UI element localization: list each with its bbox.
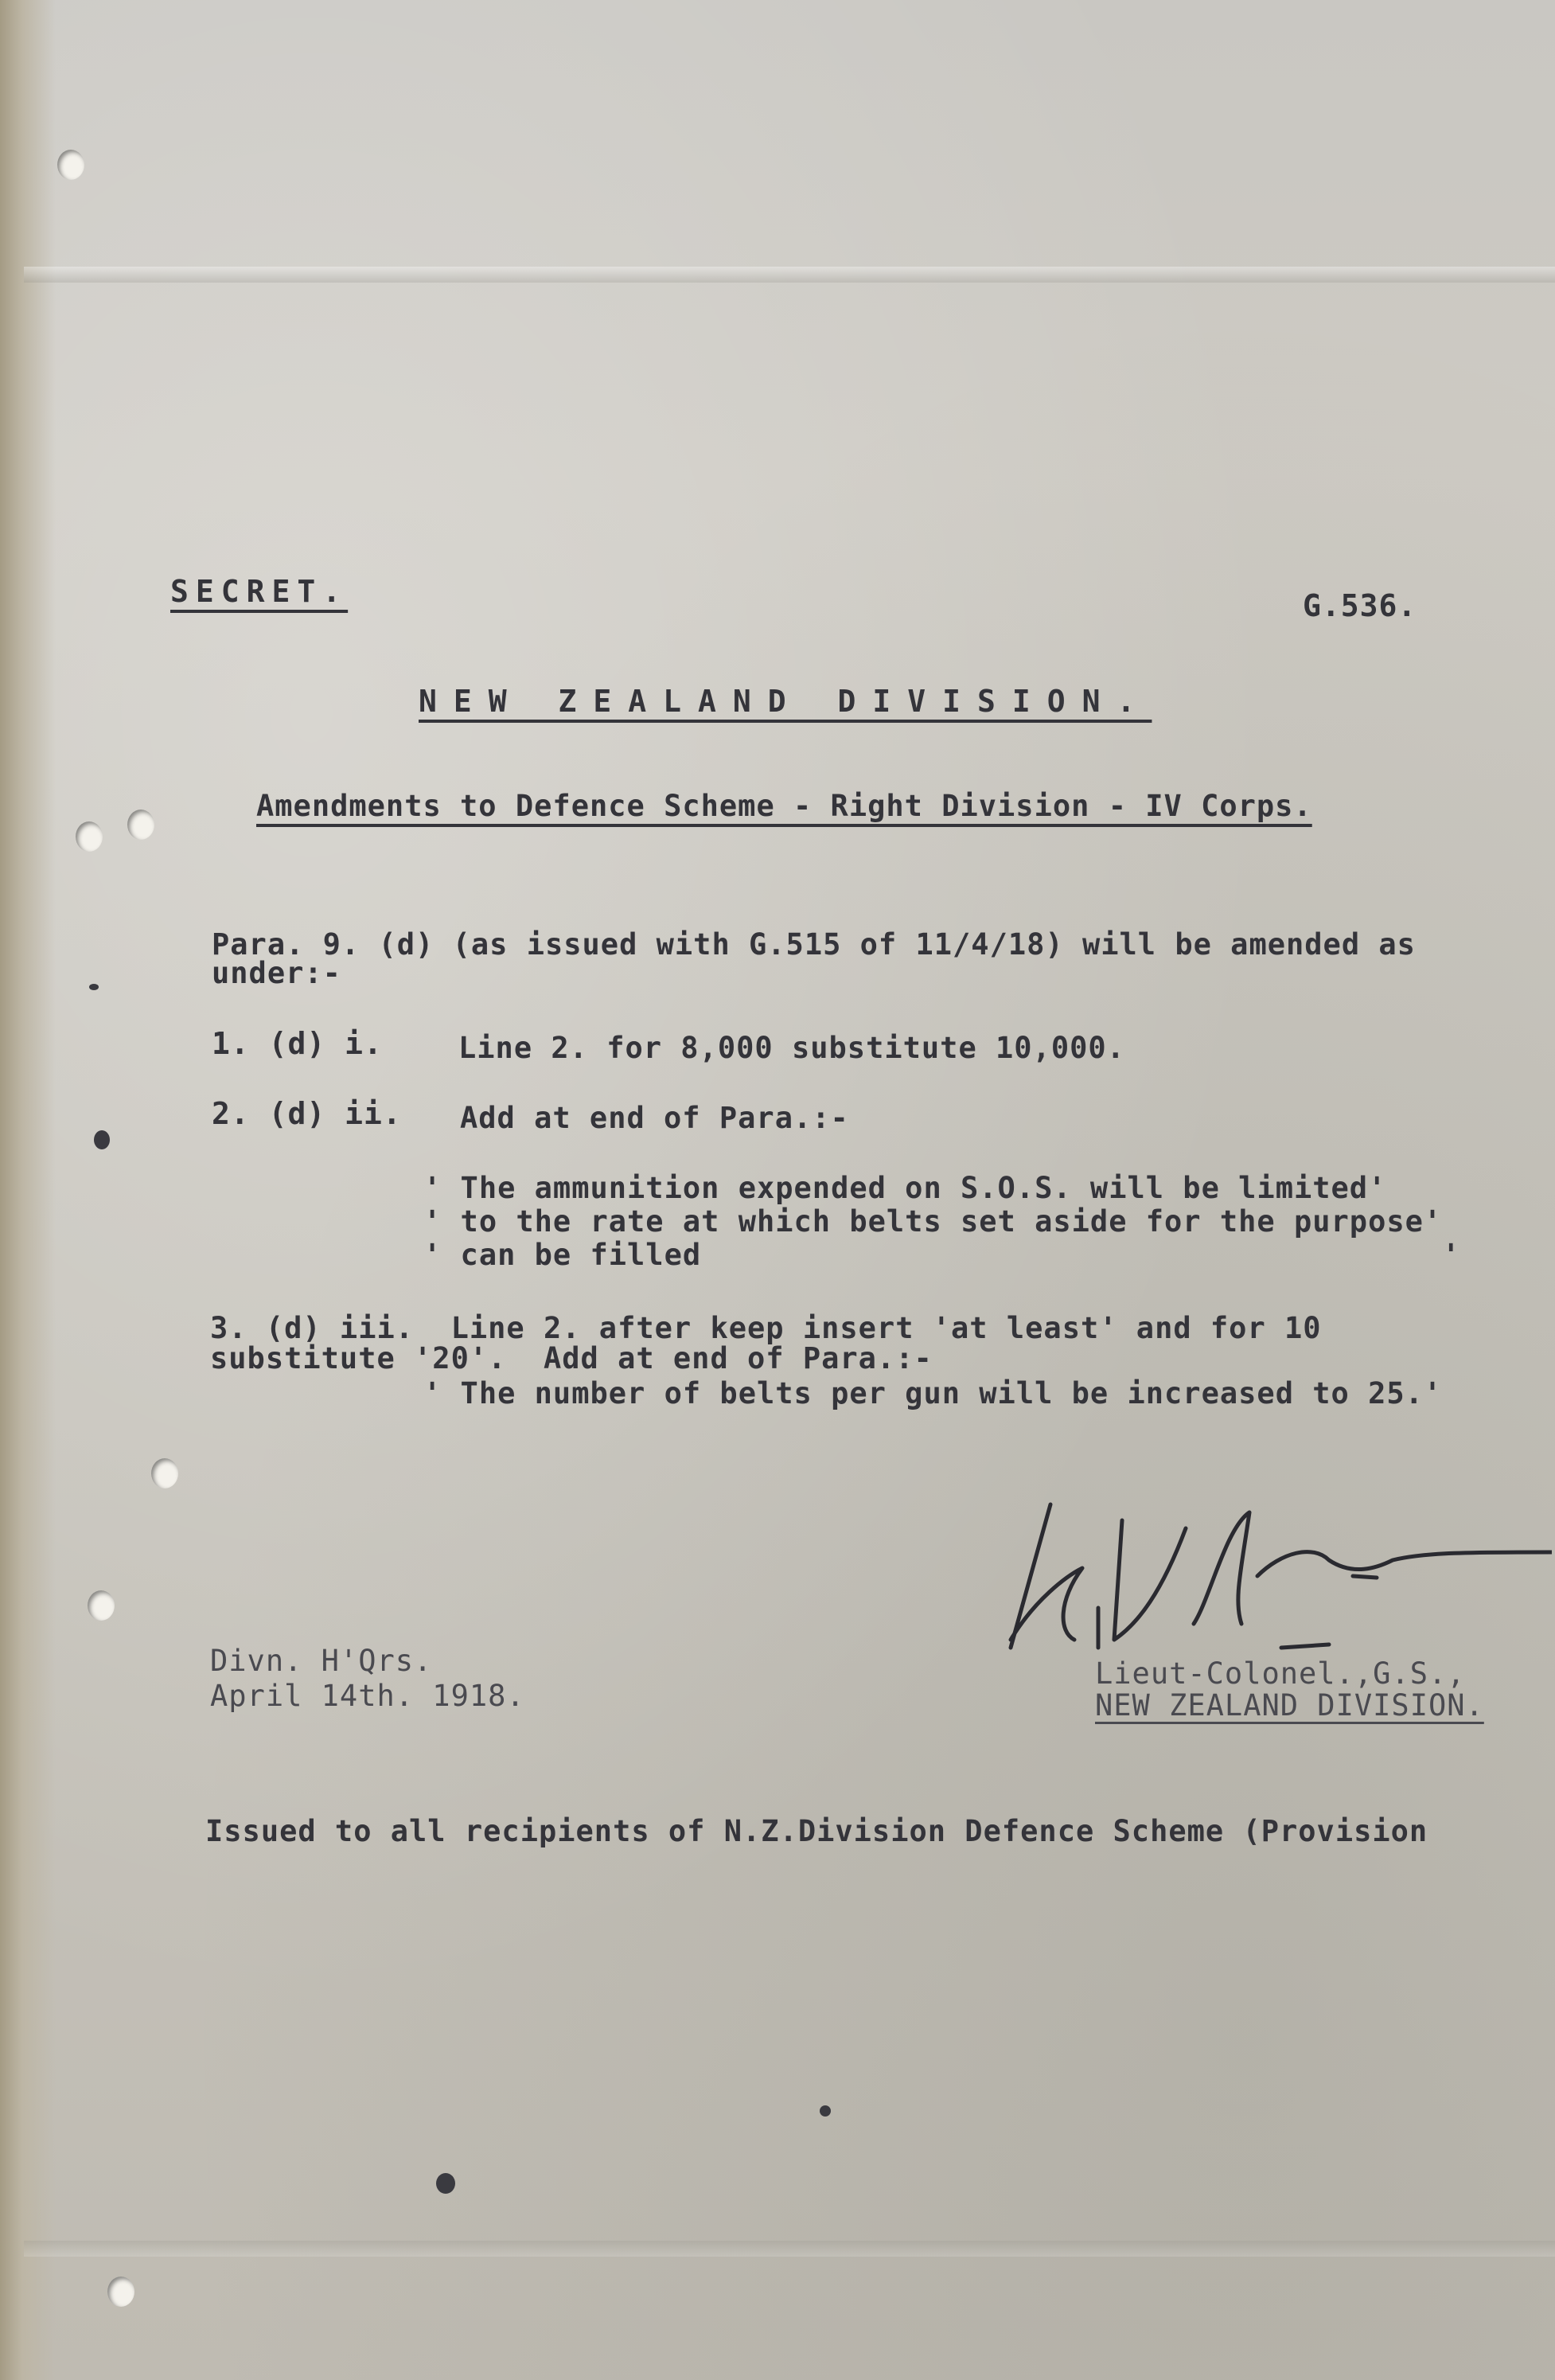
paper-fold-top [24, 267, 1555, 283]
punch-hole [127, 810, 154, 840]
document-reference: G.536. [1303, 588, 1417, 623]
item-2-text: Add at end of Para.:- [460, 1101, 849, 1135]
intro-line-2: under:- [212, 956, 341, 990]
item-3-line-3: ' The number of belts per gun will be increased to 25.' [423, 1376, 1443, 1410]
intro-line-1: Para. 9. (d) (as issued with G.515 of 11/4/18) will be amended as [212, 927, 1416, 962]
punch-hole [76, 821, 103, 852]
distribution-line: Issued to all recipients of N.Z.Division Defence Scheme (Provision [205, 1814, 1428, 1848]
item-2-quote-line-3: ' can be filled ' [423, 1238, 1461, 1272]
item-3-line-1: 3. (d) iii. Line 2. after keep insert 'at least' and for 10 [210, 1311, 1322, 1345]
item-1-number: 1. (d) i. [212, 1026, 383, 1061]
ink-spot [94, 1130, 110, 1149]
division-title: NEW ZEALAND DIVISION. [419, 684, 1152, 719]
ink-spot [436, 2173, 455, 2194]
subject-line: Amendments to Defence Scheme - Right Division - IV Corps. [256, 789, 1312, 823]
punch-hole [151, 1458, 178, 1488]
signatory-rank: Lieut-Colonel.,G.S., [1095, 1656, 1466, 1691]
binder-edge [0, 0, 56, 2380]
item-3-line-2: substitute '20'. Add at end of Para.:- [210, 1341, 933, 1375]
paper-fold-bottom [24, 2241, 1555, 2257]
punch-hole [88, 1590, 115, 1621]
item-2-number: 2. (d) ii. [212, 1096, 402, 1131]
item-2-quote-line-1: ' The ammunition expended on S.O.S. will be limited' [423, 1171, 1387, 1205]
punch-hole [57, 150, 84, 180]
item-2-quote-line-2: ' to the rate at which belts set aside for the purpose' [423, 1204, 1443, 1239]
date-line: April 14th. 1918. [210, 1679, 525, 1713]
ink-spot [89, 984, 99, 990]
ink-spot [820, 2105, 831, 2117]
headquarters-line: Divn. H'Qrs. [210, 1644, 433, 1678]
signatory-unit: NEW ZEALAND DIVISION. [1095, 1688, 1484, 1723]
classification-heading: SECRET. [170, 574, 349, 609]
item-1-text: Line 2. for 8,000 substitute 10,000. [458, 1031, 1125, 1065]
signature-mark [979, 1481, 1552, 1672]
punch-hole [107, 2277, 134, 2307]
